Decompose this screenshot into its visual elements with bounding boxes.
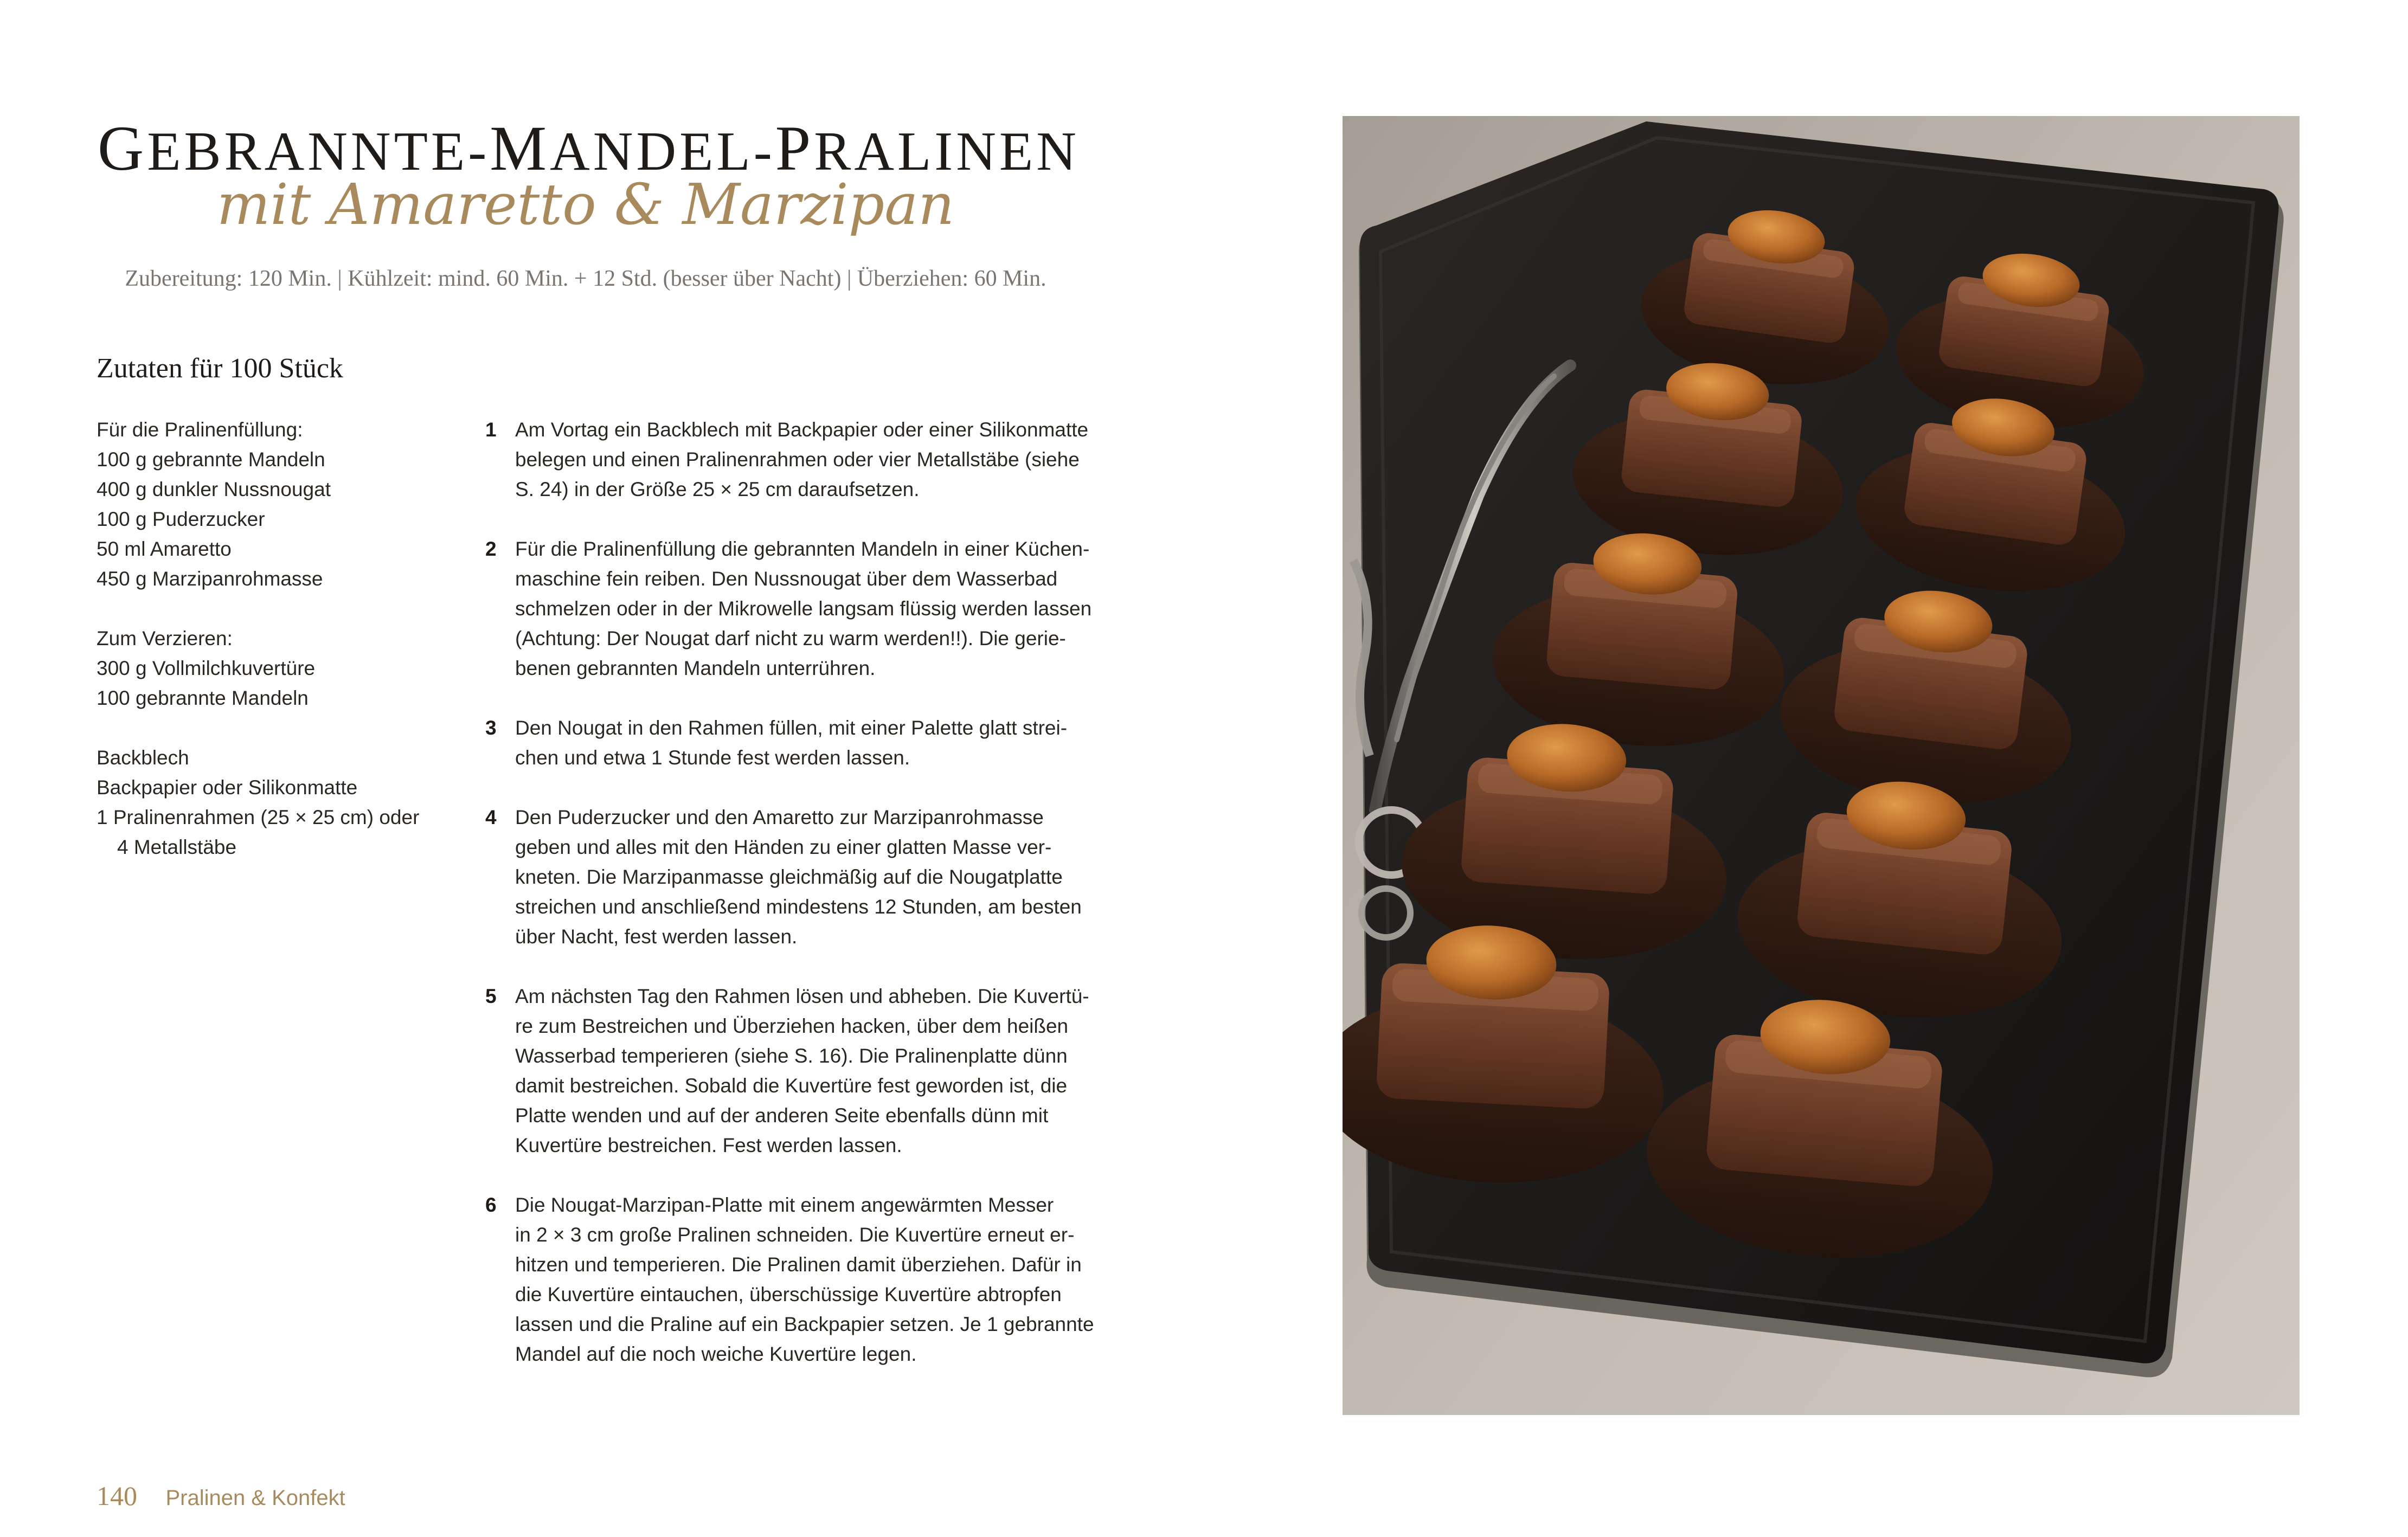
step-text-line: über Nacht, fest werden lassen. [515, 925, 798, 948]
step-text-line: Den Puderzucker und den Amaretto zur Marzipanrohmasse [515, 806, 1044, 828]
step-text-line: Die Nougat-Marzipan-Platte mit einem angewärmten Messer [515, 1194, 1054, 1216]
step-5 [485, 981, 1152, 1160]
step-text-line: Wasserbad temperieren (siehe S. 16). Die Pralinenplatte dünn [515, 1045, 1068, 1067]
ingredient-group-equipment [97, 743, 476, 862]
step-6 [485, 1190, 1152, 1369]
step-text-line: geben und alles mit den Händen zu einer glatten Masse ver- [515, 836, 1052, 858]
step-text-line: in 2 × 3 cm große Pralinen schneiden. Die Kuvertüre erneut er- [515, 1224, 1075, 1246]
step-number: 1 [485, 419, 497, 441]
step-text-line: Den Nougat in den Rahmen füllen, mit einer Palette glatt strei- [515, 717, 1068, 739]
step-number: 4 [485, 806, 497, 828]
step-text-line: streichen und anschließend mindestens 12 Stunden, am besten [515, 896, 1082, 918]
step-text-line: schmelzen oder in der Mikrowelle langsam flüssig werden lassen [515, 597, 1092, 620]
step-number: 5 [485, 985, 497, 1007]
step-text-line: Platte wenden und auf der anderen Seite ebenfalls dünn mit [515, 1104, 1049, 1127]
page-number: 140 [97, 1481, 137, 1511]
recipe-timing: Zubereitung: 120 Min. | Kühlzeit: mind. 60 Min. + 12 Std. (besser über Nacht) | Überziehen: 60 Min. [125, 266, 1046, 291]
step-3 [485, 713, 1152, 773]
ingredient-group-decoration [97, 623, 476, 713]
ingredients-heading: Zutaten für 100 Stück [97, 353, 343, 384]
ingredient-line: 100 g gebrannte Mandeln [97, 448, 325, 471]
left-page [0, 0, 1193, 1537]
step-text-line: S. 24) in der Größe 25 × 25 cm daraufsetzen. [515, 478, 920, 500]
step-text-line: kneten. Die Marzipanmasse gleichmäßig auf die Nougatplatte [515, 866, 1063, 888]
step-text-line: die Kuvertüre eintauchen, überschüssige Kuvertüre abtropfen [515, 1283, 1062, 1306]
step-text-line: Mandel auf die noch weiche Kuvertüre legen. [515, 1343, 917, 1365]
ingredient-group-filling [97, 415, 476, 594]
step-2 [485, 534, 1152, 683]
ingredient-line: Für die Pralinenfüllung: [97, 419, 303, 441]
ingredient-line: 100 gebrannte Mandeln [97, 687, 309, 709]
ingredient-line: 100 g Puderzucker [97, 508, 265, 530]
step-number: 3 [485, 717, 497, 739]
step-4 [485, 802, 1152, 951]
step-1 [485, 415, 1152, 504]
ingredient-line: 4 Metallstäbe [117, 836, 237, 858]
section-name: Pralinen & Konfekt [165, 1486, 345, 1510]
step-text-line: belegen und einen Pralinenrahmen oder vier Metallstäbe (siehe [515, 448, 1080, 471]
step-text-line: damit bestreichen. Sobald die Kuvertüre fest geworden ist, die [515, 1075, 1068, 1097]
step-text-line: Am Vortag ein Backblech mit Backpapier oder einer Silikonmatte [515, 419, 1089, 441]
ingredient-line: 1 Pralinenrahmen (25 × 25 cm) oder [97, 806, 420, 828]
step-text-line: (Achtung: Der Nougat darf nicht zu warm werden!!). Die gerie- [515, 627, 1066, 649]
page-footer [97, 1480, 345, 1512]
recipe-subtitle: mit Amaretto & Marzipan [216, 171, 955, 237]
praline-photo [1343, 116, 2300, 1415]
recipe-title: GEBRANNTE-MANDEL-PRALINEN [98, 113, 1080, 184]
step-text-line: benen gebrannten Mandeln unterrühren. [515, 657, 876, 679]
step-text-line: Für die Pralinenfüllung die gebrannten Mandeln in einer Küchen- [515, 538, 1090, 560]
step-text-line: maschine fein reiben. Den Nussnougat über dem Wasserbad [515, 568, 1058, 590]
preparation-steps [485, 415, 1152, 1399]
ingredient-line: 400 g dunkler Nussnougat [97, 478, 331, 500]
step-text-line: Am nächsten Tag den Rahmen lösen und abheben. Die Kuvertü- [515, 985, 1089, 1007]
ingredient-line: Backpapier oder Silikonmatte [97, 776, 358, 799]
step-text-line: re zum Bestreichen und Überziehen hacken, über dem heißen [515, 1015, 1069, 1037]
step-text-line: Kuvertüre bestreichen. Fest werden lassen. [515, 1134, 902, 1156]
ingredient-line: 300 g Vollmilchkuvertüre [97, 657, 316, 679]
ingredient-line: Zum Verzieren: [97, 627, 233, 649]
ingredient-line: Backblech [97, 747, 189, 769]
ingredient-line: 50 ml Amaretto [97, 538, 232, 560]
step-text-line: hitzen und temperieren. Die Pralinen damit überziehen. Dafür in [515, 1253, 1082, 1276]
step-number: 2 [485, 538, 497, 560]
step-number: 6 [485, 1194, 497, 1216]
ingredients-list [97, 415, 476, 892]
ingredient-line: 450 g Marzipanrohmasse [97, 568, 323, 590]
step-text-line: chen und etwa 1 Stunde fest werden lassen. [515, 747, 910, 769]
step-text-line: lassen und die Praline auf ein Backpapier setzen. Je 1 gebrannte [515, 1313, 1094, 1335]
